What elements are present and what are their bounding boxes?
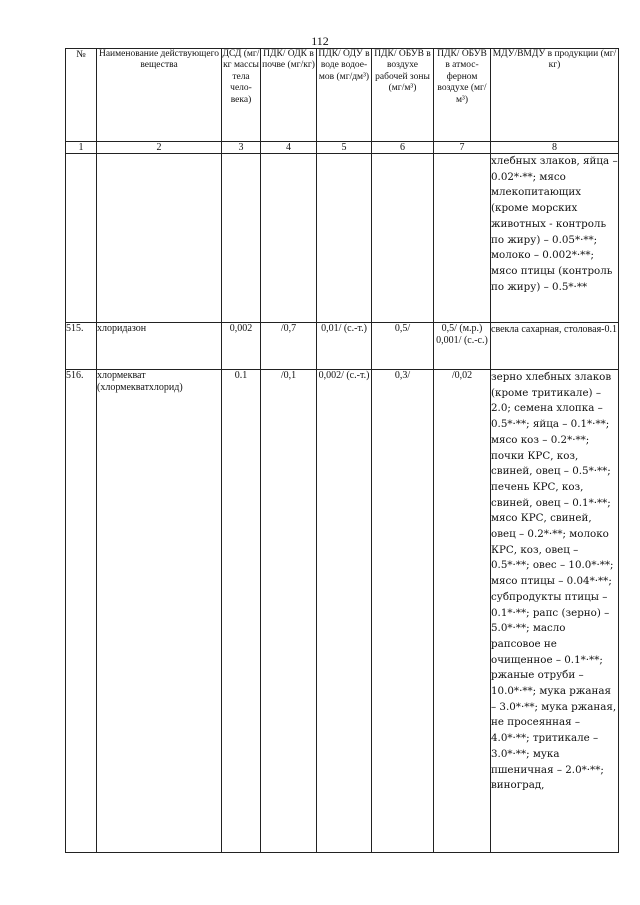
soil-value: /0,1 (261, 370, 317, 853)
header-product: МДУ/ВМДУ в продукции (мг/кг) (491, 49, 619, 142)
work-air-value: 0,3/ (372, 370, 434, 853)
column-number: 5 (317, 142, 372, 154)
atm-air-value: /0,02 (434, 370, 491, 853)
column-number: 7 (434, 142, 491, 154)
header-dsd: ДСД (мг/кг массы тела чело-века) (222, 49, 261, 142)
row-number: 515. (66, 323, 97, 370)
table-row (66, 323, 619, 370)
water-value (317, 154, 372, 323)
column-number: 4 (261, 142, 317, 154)
work-air-value (372, 154, 434, 323)
substance-name: хлормекват (хлормекватхлорид) (97, 370, 222, 853)
atm-air-value: 0,5/ (м.р.) 0,001/ (с.-с.) (434, 323, 491, 370)
header-soil: ПДК/ ОДК в почве (мг/кг) (261, 49, 317, 142)
column-number: 8 (491, 142, 619, 154)
row-number: 516. (66, 370, 97, 853)
dsd-value: 0.1 (222, 370, 261, 853)
column-number-row (66, 142, 619, 154)
table-row (66, 370, 619, 853)
table-row (66, 154, 619, 323)
column-number: 2 (97, 142, 222, 154)
pesticide-table (65, 48, 619, 853)
water-value: 0,01/ (с.-т.) (317, 323, 372, 370)
water-value: 0,002/ (с.-т.) (317, 370, 372, 853)
substance-name (97, 154, 222, 323)
column-number: 3 (222, 142, 261, 154)
column-number: 1 (66, 142, 97, 154)
header-atm-air: ПДК/ ОБУВ в атмос-ферном воздухе (мг/м³) (434, 49, 491, 142)
header-water: ПДК/ ОДУ в воде водое-мов (мг/дм³) (317, 49, 372, 142)
page-number: 112 (311, 34, 329, 48)
soil-value: /0,7 (261, 323, 317, 370)
product-limits: свекла сахарная, столовая-0.1 (491, 323, 619, 370)
work-air-value: 0,5/ (372, 323, 434, 370)
atm-air-value (434, 154, 491, 323)
soil-value (261, 154, 317, 323)
column-number: 6 (372, 142, 434, 154)
header-substance-name: Наименование действующего вещества (97, 49, 222, 142)
dsd-value: 0,002 (222, 323, 261, 370)
table-header-row (66, 49, 619, 142)
product-limits: хлебных злаков, яйца – 0.02*·**; мясо млекопитающих (кроме морских животных - контроль по жиру) – 0.05*·**; молоко – 0.002*·**; мясо птицы (контроль по жиру) – 0.5*·** (491, 154, 619, 323)
header-number: № (66, 49, 97, 142)
product-limits: зерно хлебных злаков (кроме тритикале) – 2.0; семена хлопка – 0.5*·**; яйца – 0.1*·**; мясо коз – 0.2*·**; почки КРС, коз, свиней, овец – 0.5*·**; печень КРС, коз, свиней, овец – 0.1*·**; мясо КРС, свиней, овец – 0.2*·**; молоко КРС, коз, овец – 0.5*·**; овес – 10.0*·**; мясо птицы – 0.04*·**; субпродукты птицы – 0.1*·**; рапс (зерно) – 5.0*·**; масло рапсовое не очищенное – 0.1*·**; ржаные отруби – 10.0*·**; мука ржаная – 3.0*·**; мука ржаная, не просеянная – 4.0*·**; тритикале – 3.0*·**; мука пшеничная – 2.0*·**; виноград, (491, 370, 619, 853)
row-number (66, 154, 97, 323)
header-work-air: ПДК/ ОБУВ в воздухе рабочей зоны (мг/м³) (372, 49, 434, 142)
substance-name: хлоридазон (97, 323, 222, 370)
dsd-value (222, 154, 261, 323)
